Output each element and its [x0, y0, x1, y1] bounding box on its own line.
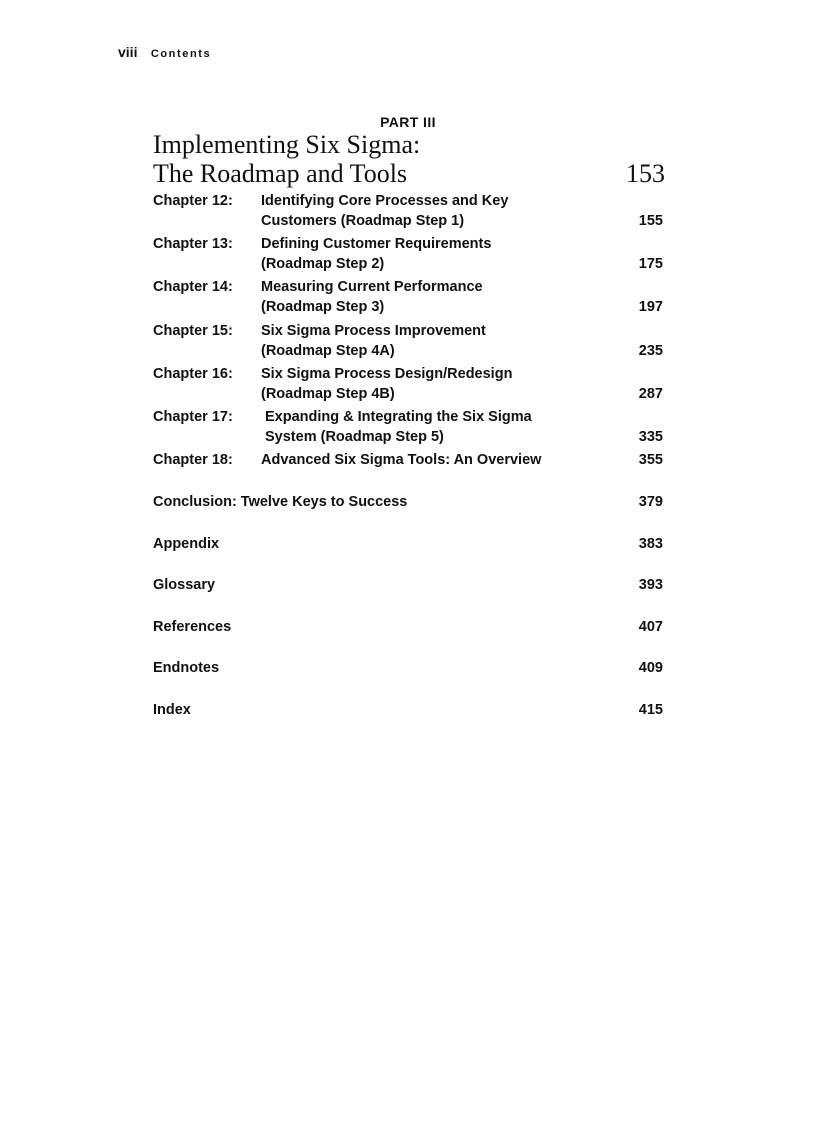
chapter-page-number: 235: [638, 342, 663, 359]
chapter-title-line-2: (Roadmap Step 4B): [261, 385, 395, 402]
entry-page-number: 409: [638, 660, 663, 676]
chapter-title-line-2: System (Roadmap Step 5): [265, 428, 444, 445]
chapter-title-line-1: Six Sigma Process Improvement: [261, 323, 486, 339]
part-title: [153, 130, 665, 188]
chapter-title: [261, 322, 601, 361]
entry-page-number: 383: [638, 536, 663, 552]
entry-page-number: 407: [638, 619, 663, 635]
part-title-line-2: The Roadmap and Tools: [153, 159, 408, 188]
chapter-title-line-2: (Roadmap Step 3): [261, 298, 385, 315]
part-title-line-1: Implementing Six Sigma:: [153, 130, 421, 159]
chapter-title: [261, 365, 601, 404]
entry-label: Index: [153, 702, 191, 718]
chapter-title-line-1: Six Sigma Process Design/Redesign: [261, 366, 513, 382]
chapter-title-line-1: Advanced Six Sigma Tools: An Overview: [261, 452, 542, 468]
chapter-title: [261, 451, 601, 471]
chapter-label: Chapter 13:: [153, 236, 233, 252]
part-title-row-2: [153, 159, 665, 188]
chapter-title-line-1: Expanding & Integrating the Six Sigma: [265, 409, 532, 425]
chapter-title: [261, 235, 601, 274]
part-page-number: 153: [626, 159, 665, 188]
entry-label: Endnotes: [153, 660, 220, 676]
chapter-title-line-1: Defining Customer Requirements: [261, 236, 492, 252]
entry-page-number: 415: [638, 702, 663, 718]
chapter-title: [261, 278, 601, 317]
chapter-title-line-1: Identifying Core Processes and Key: [261, 193, 509, 209]
chapter-page-number: 335: [638, 428, 663, 445]
chapter-title-line-2: Customers (Roadmap Step 1): [261, 212, 465, 229]
entry-label: Glossary: [153, 577, 216, 593]
entry-page-number: 379: [638, 494, 663, 510]
chapter-label: Chapter 18:: [153, 452, 233, 468]
entry-page-number: 393: [638, 577, 663, 593]
part-label: PART III: [380, 114, 436, 130]
chapter-title-line-2: (Roadmap Step 2): [261, 255, 385, 272]
entry-label: References: [153, 619, 232, 635]
chapter-label: Chapter 14:: [153, 279, 233, 295]
chapter-title: [261, 192, 601, 231]
entry-label: Conclusion: Twelve Keys to Success: [153, 494, 408, 510]
chapter-page-number: 287: [638, 385, 663, 402]
running-head-section: Contents: [150, 48, 212, 60]
chapter-label: Chapter 16:: [153, 366, 233, 382]
chapter-page-number: 155: [638, 212, 663, 229]
chapter-title: [265, 408, 605, 447]
running-head: [118, 44, 211, 60]
chapter-label: Chapter 12:: [153, 193, 233, 209]
chapter-label: Chapter 15:: [153, 323, 233, 339]
chapter-title-line-2: (Roadmap Step 4A): [261, 342, 395, 359]
chapter-page-number: 355: [638, 452, 663, 468]
chapter-label: Chapter 17:: [153, 409, 233, 425]
chapter-title-line-1: Measuring Current Performance: [261, 279, 483, 295]
entry-label: Appendix: [153, 536, 220, 552]
chapter-page-number: 175: [638, 255, 663, 272]
page-folio: viii: [118, 44, 138, 60]
chapter-page-number: 197: [638, 298, 663, 315]
